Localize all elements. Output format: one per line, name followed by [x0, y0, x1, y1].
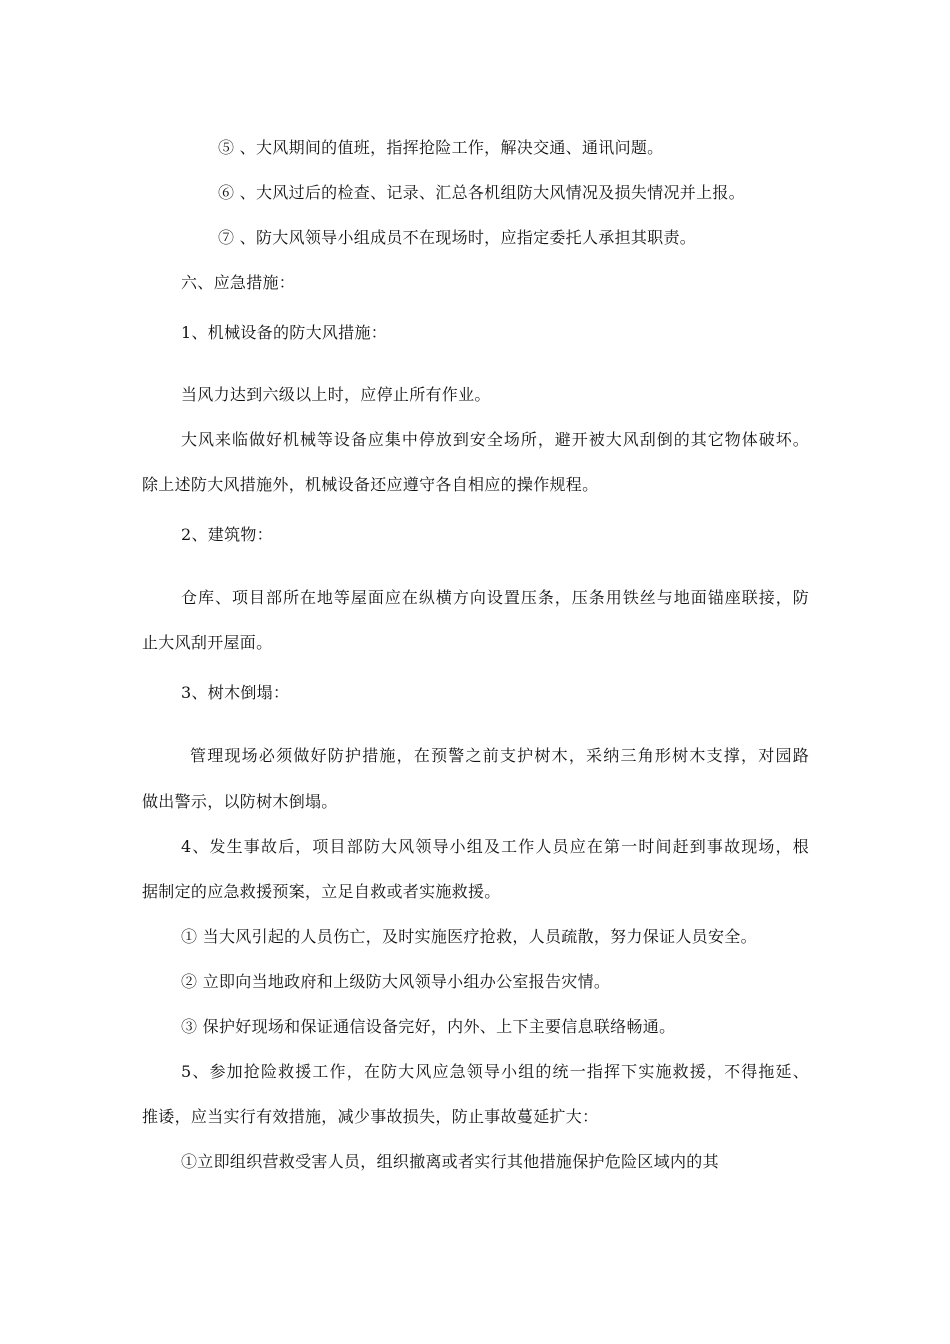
paragraph-line: 除上述防大风措施外，机械设备还应遵守各自相应的操作规程。	[142, 475, 599, 494]
list-item: ② 立即向当地政府和上级防大风领导小组办公室报告灾情。	[181, 972, 611, 991]
paragraph-line: 做出警示，以防树木倒塌。	[142, 792, 338, 811]
paragraph-line: 4、发生事故后，项目部防大风领导小组及工作人员应在第一时间赶到事故现场，根	[181, 837, 809, 856]
section-heading-emergency: 六、应急措施：	[181, 273, 296, 292]
paragraph-line: 当风力达到六级以上时，应停止所有作业。	[181, 385, 491, 404]
subheading-buildings: 2、建筑物：	[181, 525, 273, 544]
paragraph-line: 大风来临做好机械等设备应集中停放到安全场所，避开被大风刮倒的其它物体破坏。	[181, 430, 809, 449]
paragraph-line: 推诿，应当实行有效措施，减少事故损失，防止事故蔓延扩大：	[142, 1107, 599, 1126]
list-item: ①立即组织营救受害人员，组织撤离或者实行其他措施保护危险区域内的其	[181, 1152, 719, 1171]
paragraph-line: 管理现场必须做好防护措施，在预警之前支护树木，采纳三角形树木支撑，对园路	[190, 746, 809, 765]
subheading-trees: 3、树木倒塌：	[181, 683, 290, 702]
paragraph-line: 5、参加抢险救援工作，在防大风应急领导小组的统一指挥下实施救援，不得拖延、	[181, 1062, 809, 1081]
paragraph-line: 据制定的应急救援预案，立足自救或者实施救援。	[142, 882, 501, 901]
list-item: ③ 保护好现场和保证通信设备完好，内外、上下主要信息联络畅通。	[181, 1017, 676, 1036]
paragraph-line: 仓库、项目部所在地等屋面应在纵横方向设置压条，压条用铁丝与地面锚座联接，防	[181, 588, 809, 607]
paragraph-line: 止大风刮开屋面。	[142, 633, 273, 652]
subheading-machinery: 1、机械设备的防大风措施：	[181, 323, 388, 342]
item-5-line: ⑤ 、大风期间的值班，指挥抢险工作，解决交通、通讯问题。	[218, 138, 664, 157]
item-6-line: ⑥ 、大风过后的检查、记录、汇总各机组防大风情况及损失情况并上报。	[218, 183, 745, 202]
item-7-line: ⑦ 、防大风领导小组成员不在现场时，应指定委托人承担其职责。	[218, 228, 697, 247]
list-item: ① 当大风引起的人员伤亡，及时实施医疗抢救，人员疏散，努力保证人员安全。	[181, 927, 757, 946]
